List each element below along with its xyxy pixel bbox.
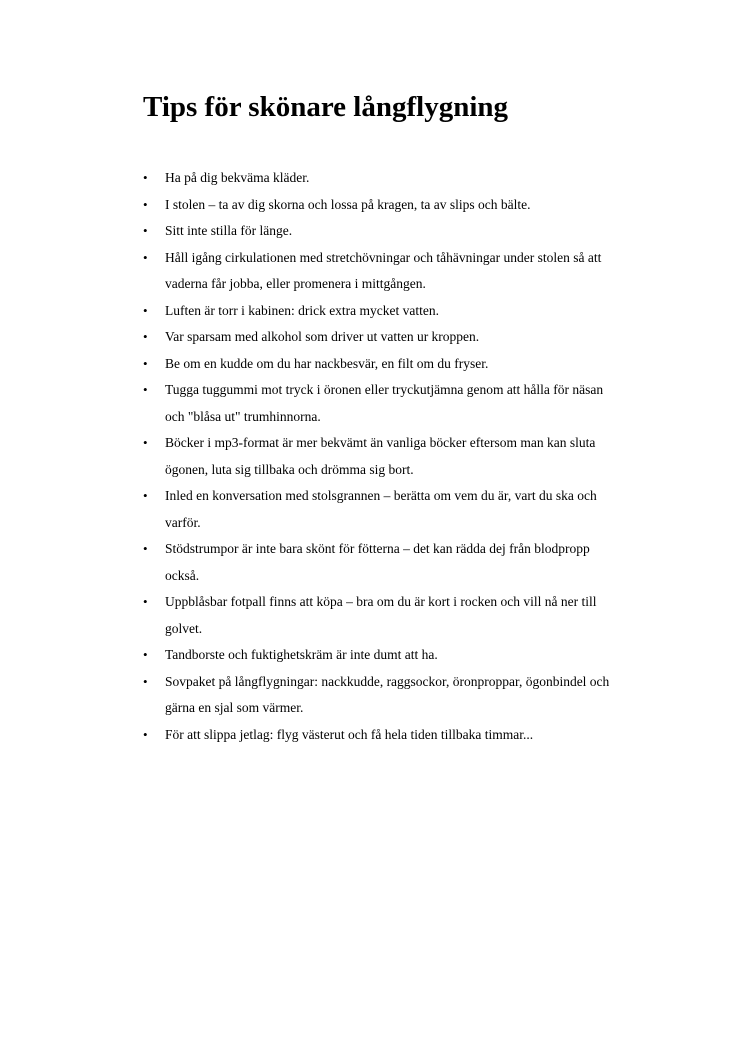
- list-item: [143, 589, 613, 642]
- list-item-text: Sitt inte stilla för länge.: [165, 223, 293, 238]
- list-item: [143, 642, 613, 669]
- bullet-icon: •: [143, 726, 148, 742]
- bullet-icon: •: [143, 435, 148, 450]
- list-item-text: Be om en kudde om du har nackbesvär, en filt om du fryser.: [165, 355, 489, 371]
- list-item-text: Tugga tuggummi mot tryck i öronen eller tryckutjämna genom att hålla för näsan och "blåsa ut" trumhinnorna.: [165, 382, 604, 424]
- bullet-icon: •: [143, 196, 148, 212]
- list-item-text: Luften är torr i kabinen: drick extra mycket vatten.: [165, 302, 440, 318]
- list-item: [143, 298, 613, 325]
- document-title: Tips för skönare långflygning: [143, 91, 509, 123]
- list-item: [143, 351, 613, 378]
- tips-list: [143, 165, 613, 748]
- bullet-icon: •: [143, 382, 148, 397]
- list-item-text: Inled en konversation med stolsgrannen – berätta om vem du är, vart du ska och varför.: [165, 488, 597, 530]
- bullet-icon: •: [143, 488, 148, 503]
- list-item-text: I stolen – ta av dig skorna och lossa på kragen, ta av slips och bälte.: [165, 196, 531, 212]
- list-item: [143, 377, 613, 430]
- list-item: [143, 669, 613, 722]
- list-item: [143, 536, 613, 589]
- bullet-icon: •: [143, 223, 148, 238]
- bullet-icon: •: [143, 355, 148, 371]
- list-item: [143, 324, 613, 351]
- list-item-text: Tandborste och fuktighetskräm är inte dumt att ha.: [165, 647, 438, 662]
- list-item: [143, 218, 613, 245]
- bullet-icon: •: [143, 249, 148, 265]
- list-item-text: Stödstrumpor är inte bara skönt för fötterna – det kan rädda dej från blodpropp också.: [165, 541, 590, 583]
- list-item-text: Uppblåsbar fotpall finns att köpa – bra om du är kort i rocken och vill nå ner till golvet.: [165, 594, 597, 636]
- list-item-text: Sovpaket på långflygningar: nackkudde, raggsockor, öronproppar, ögonbindel och gärna en sjal som värmer.: [165, 673, 610, 715]
- bullet-icon: •: [143, 647, 148, 662]
- list-item: [143, 483, 613, 536]
- list-item: [143, 430, 613, 483]
- bullet-icon: •: [143, 541, 148, 556]
- bullet-icon: •: [143, 673, 148, 689]
- bullet-icon: •: [143, 302, 148, 318]
- list-item-text: Ha på dig bekväma kläder.: [165, 170, 310, 185]
- list-item: [143, 722, 613, 749]
- bullet-icon: •: [143, 594, 148, 609]
- bullet-icon: •: [143, 170, 148, 185]
- list-item-text: Var sparsam med alkohol som driver ut vatten ur kroppen.: [165, 329, 480, 344]
- bullet-icon: •: [143, 329, 148, 344]
- list-item-text: För att slippa jetlag: flyg västerut och få hela tiden tillbaka timmar...: [165, 726, 534, 742]
- list-item: [143, 165, 613, 192]
- list-item-text: Håll igång cirkulationen med stretchövningar och tåhävningar under stolen så att vaderna får jobba, eller promenera i mittgången.: [165, 249, 602, 291]
- list-item: [143, 192, 613, 219]
- list-item: [143, 245, 613, 298]
- list-item-text: Böcker i mp3-format är mer bekvämt än vanliga böcker eftersom man kan sluta ögonen, luta sig tillbaka och drömma sig bort.: [165, 435, 596, 477]
